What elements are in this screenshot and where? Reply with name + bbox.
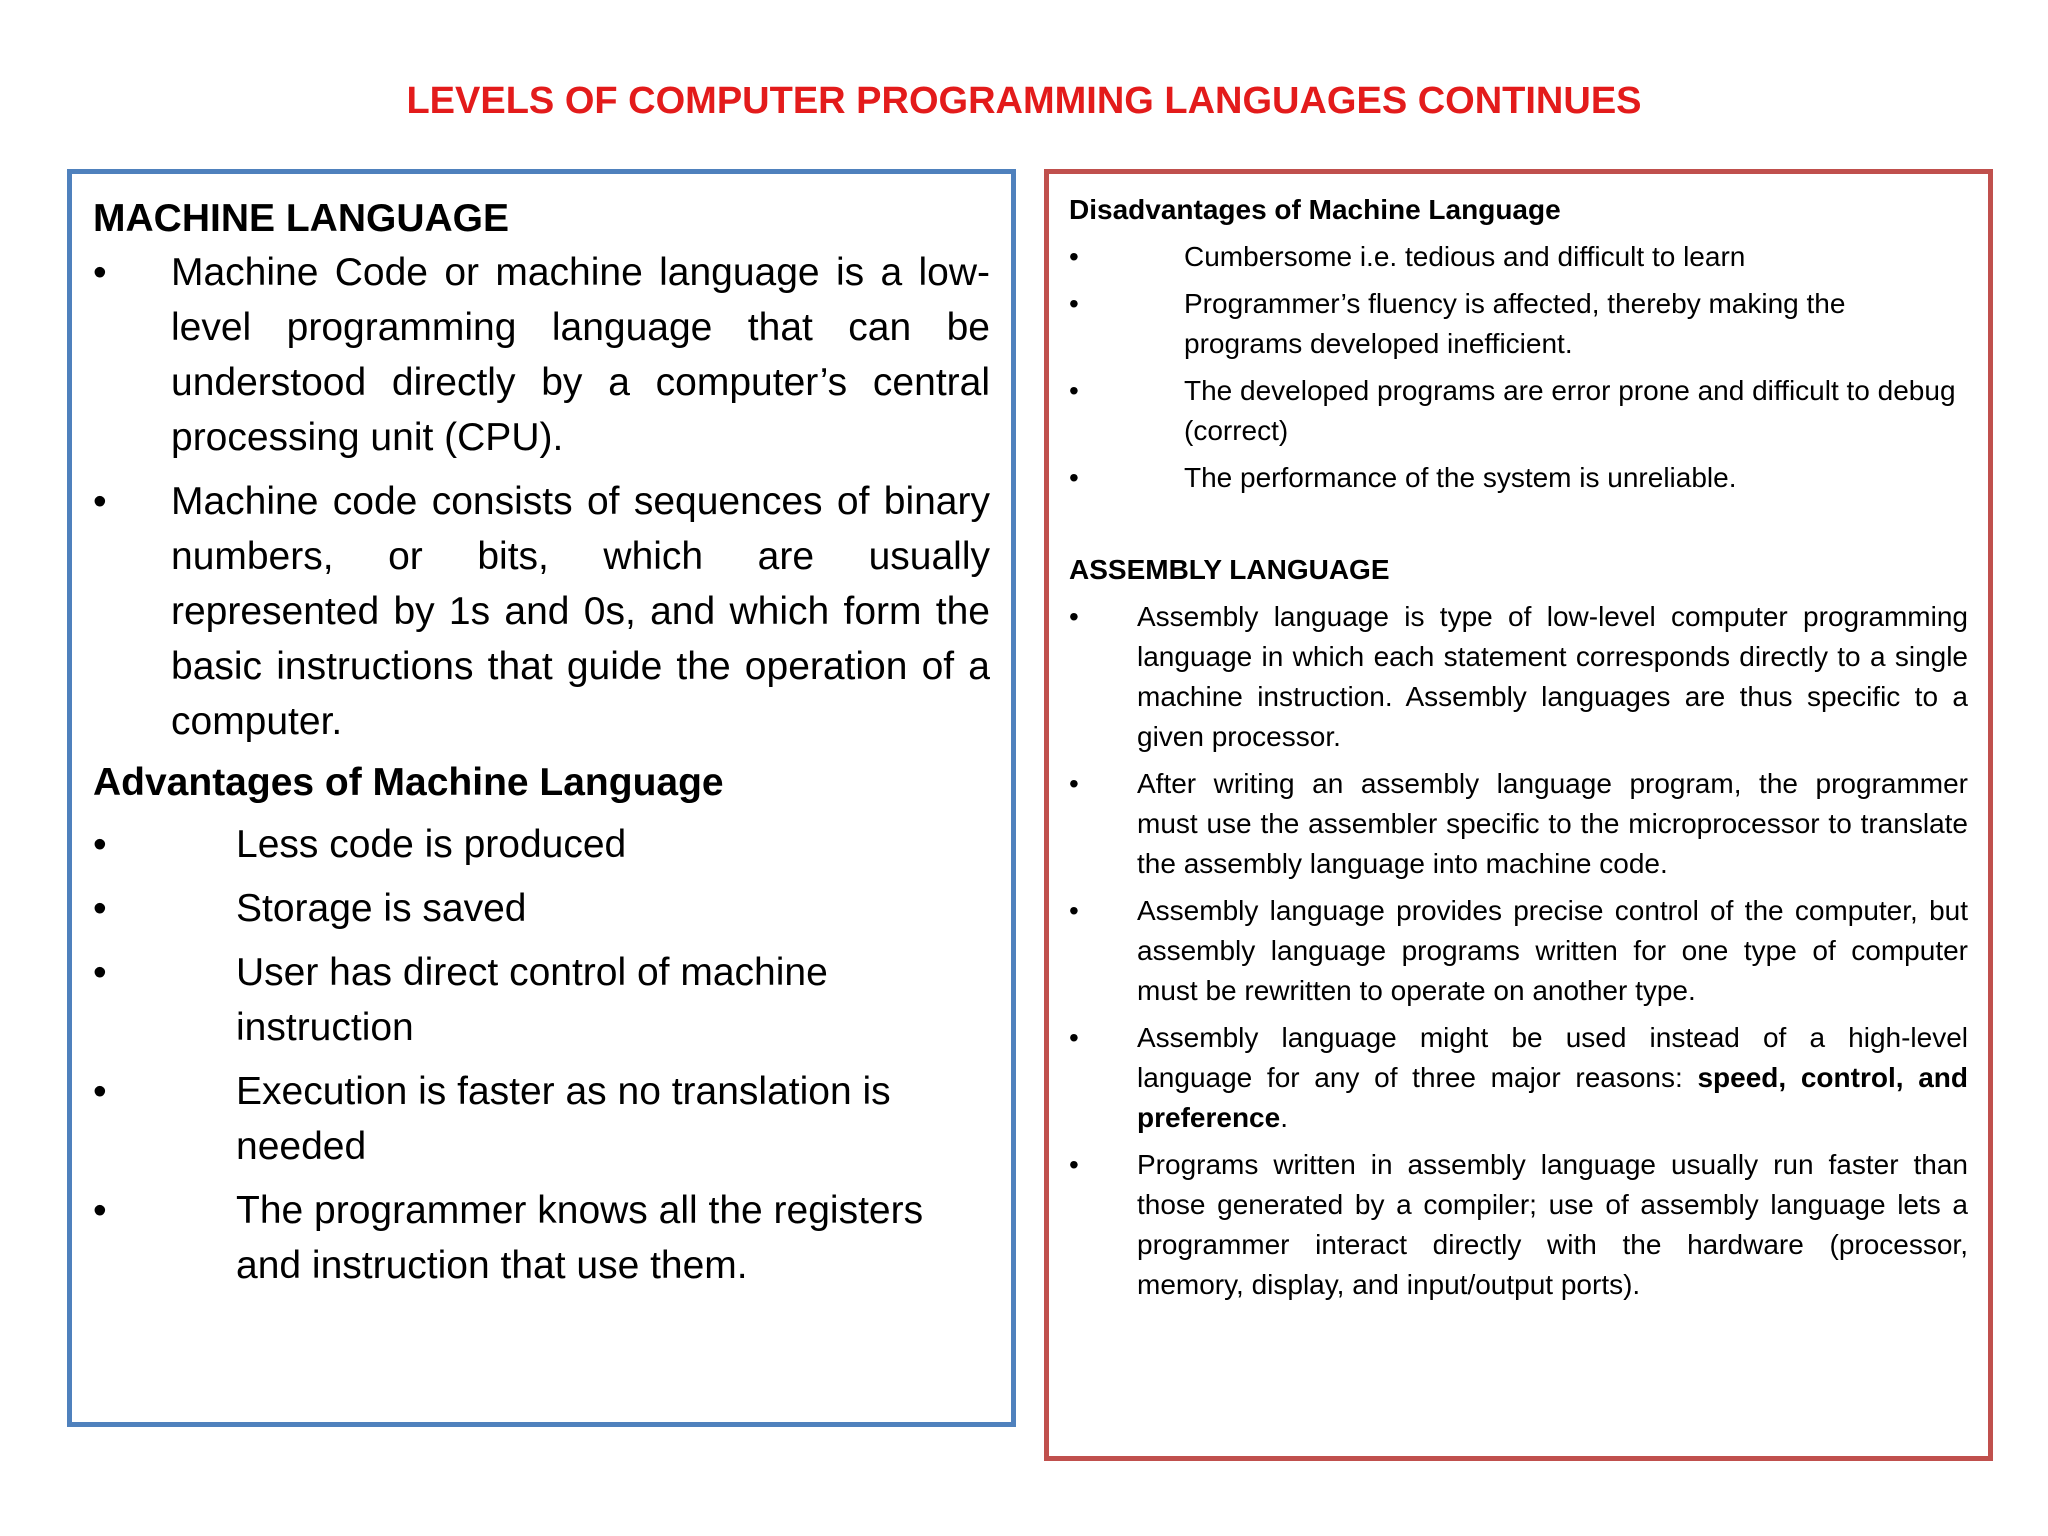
list-item: • The developed programs are error prone and difficult to debug (correct)	[1069, 371, 1968, 451]
list-item: • Storage is saved	[93, 881, 990, 936]
list-item: • Assembly language is type of low-level computer programming language in which each statement corresponds directly to a single machine instruction. Assembly languages are thus specific to a given processor.	[1069, 597, 1968, 757]
disadvantages-heading: Disadvantages of Machine Language	[1069, 194, 1561, 225]
disadvantages-list	[1069, 237, 1968, 498]
bullet-icon: •	[1069, 241, 1079, 272]
machine-language-panel	[67, 169, 1016, 1427]
list-item: • Cumbersome i.e. tedious and difficult to learn	[1069, 237, 1968, 277]
list-item: • The programmer knows all the registers and instruction that use them.	[93, 1183, 990, 1293]
list-item: • After writing an assembly language program, the programmer must use the assembler specific to the microprocessor to translate the assembly language into machine code.	[1069, 764, 1968, 884]
bullet-icon: •	[93, 1189, 107, 1233]
advantages-heading: Advantages of Machine Language	[93, 760, 724, 804]
list-item: • Assembly language provides precise control of the computer, but assembly language programs written for one type of computer must be rewritten to operate on another type.	[1069, 891, 1968, 1011]
list-item: • Machine code consists of sequences of binary numbers, or bits, which are usually represented by 1s and 0s, and which form the basic instructions that guide the operation of a computer.	[93, 474, 990, 749]
list-item: • The performance of the system is unreliable.	[1069, 458, 1968, 498]
bullet-icon: •	[1069, 462, 1079, 493]
bullet-icon: •	[1069, 895, 1079, 926]
disadvantages-assembly-panel	[1044, 169, 1993, 1461]
list-item: • Programmer’s fluency is affected, thereby making the programs developed inefficient.	[1069, 284, 1968, 364]
machine-language-list	[93, 245, 990, 749]
bullet-icon: •	[1069, 1022, 1079, 1053]
list-item: • Assembly language might be used instead of a high-level language for any of three major reasons: speed, control, and preference.	[1069, 1018, 1968, 1138]
list-item: • Programs written in assembly language usually run faster than those generated by a compiler; use of assembly language lets a programmer interact directly with the hardware (processor, memory, display, and input/output ports).	[1069, 1145, 1968, 1305]
bullet-icon: •	[93, 250, 107, 294]
bullet-icon: •	[1069, 768, 1079, 799]
list-item: • Execution is faster as no translation is needed	[93, 1064, 990, 1174]
slide-title: LEVELS OF COMPUTER PROGRAMMING LANGUAGES CONTINUES	[406, 80, 1642, 122]
bullet-icon: •	[93, 951, 107, 995]
bullet-icon: •	[93, 1070, 107, 1114]
bullet-icon: •	[93, 887, 107, 931]
bullet-icon: •	[1069, 601, 1079, 632]
bullet-icon: •	[93, 823, 107, 867]
advantages-list	[93, 817, 990, 1293]
list-item: • Less code is produced	[93, 817, 990, 872]
bullet-icon: •	[1069, 1149, 1079, 1180]
machine-language-heading: MACHINE LANGUAGE	[93, 197, 509, 240]
assembly-language-heading: ASSEMBLY LANGUAGE	[1069, 554, 1390, 585]
list-item: • User has direct control of machine instruction	[93, 945, 990, 1055]
list-item: • Machine Code or machine language is a low-level programming language that can be understood directly by a computer’s central processing unit (CPU).	[93, 245, 990, 465]
bullet-icon: •	[93, 479, 107, 523]
bullet-icon: •	[1069, 288, 1079, 319]
assembly-language-list	[1069, 597, 1968, 1305]
bullet-icon: •	[1069, 375, 1079, 406]
